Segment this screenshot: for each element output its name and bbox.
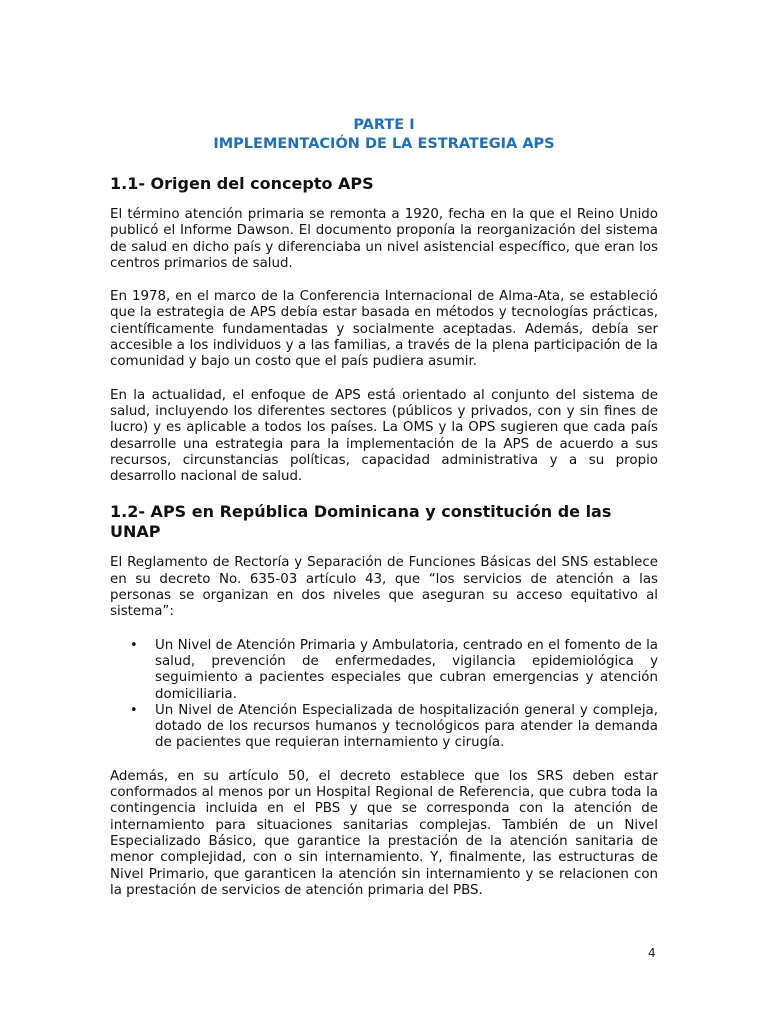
list-item-text: Un Nivel de Atención Primaria y Ambulatoria, centrado en el fomento de la salud, prevención de enfermedades, vigilancia epidemiológica y seguimiento a pacientes especiales que cubran emergencias y atención domiciliaria. [155,637,658,702]
section-heading-unap: 1.2- APS en República Dominicana y constitución de las UNAP [110,502,612,542]
list-item [110,703,658,752]
paragraph-alma-ata: En 1978, en el marco de la Conferencia Internacional de Alma-Ata, se estableció que la estrategia de APS debía estar basada en métodos y tecnologías prácticas, científicamente fundamentadas y socialmente aceptadas. Además, debía ser accesible a los individuos y a las familias, a través de la plena participación de la comunidad y bajo un costo que el país pudiera asumir. [110,289,658,370]
part-title: IMPLEMENTACIÓN DE LA ESTRATEGIA APS [213,136,555,152]
part-label: PARTE I [353,117,415,133]
bullet-icon: • [130,637,138,653]
section-heading-origen: 1.1- Origen del concepto APS [110,174,374,193]
list-item [110,638,658,703]
paragraph-dawson: El término atención primaria se remonta a 1920, fecha en la que el Reino Unido publicó el Informe Dawson. El documento proponía la reorganización del sistema de salud en dicho país y diferenciaba un nivel asistencial específico, que eran los centros primarios de salud. [110,207,658,271]
paragraph-actualidad: En la actualidad, el enfoque de APS está orientado al conjunto del sistema de salud, incluyendo los diferentes sectores (públicos y privados, con y sin fines de lucro) y es aplicable a todos los países. La OMS y la OPS sugieren que cada país desarrolle una estrategia para la implementación de la APS de acuerdo a sus recursos, circunstancias políticas, capacidad administrativa y a su propio desarrollo nacional de salud. [110,387,658,485]
part-heading [110,116,658,154]
list-item-text: Un Nivel de Atención Especializada de hospitalización general y compleja, dotado de los recursos humanos y tecnológicos para atender la demanda de pacientes que requieran internamiento y cirugía. [155,702,658,751]
bullet-icon: • [130,702,138,718]
document-page [110,116,658,916]
paragraph-articulo-50: Además, en su artículo 50, el decreto establece que los SRS deben estar conformados al menos por un Hospital Regional de Referencia, que cubra toda la contingencia incluida en el PBS y que se corresponda con la atención de internamiento para situaciones sanitarias complejas. También de un Nivel Especializado Básico, que garantice la prestación de la atención sanitaria de menor complejidad, con o sin internamiento. Y, finalmente, las estructuras de Nivel Primario, que garanticen la atención sin internamiento y se relacionen con la prestación de servicios de atención primaria del PBS. [110,768,658,898]
page-number: 4 [648,946,656,960]
bullet-list [110,638,658,752]
paragraph-reglamento: El Reglamento de Rectoría y Separación de Funciones Básicas del SNS establece en su decreto No. 635-03 artículo 43, que “los servicios de atención a las personas se organizan en dos niveles que aseguran su acceso equitativo al sistema”: [110,555,658,620]
